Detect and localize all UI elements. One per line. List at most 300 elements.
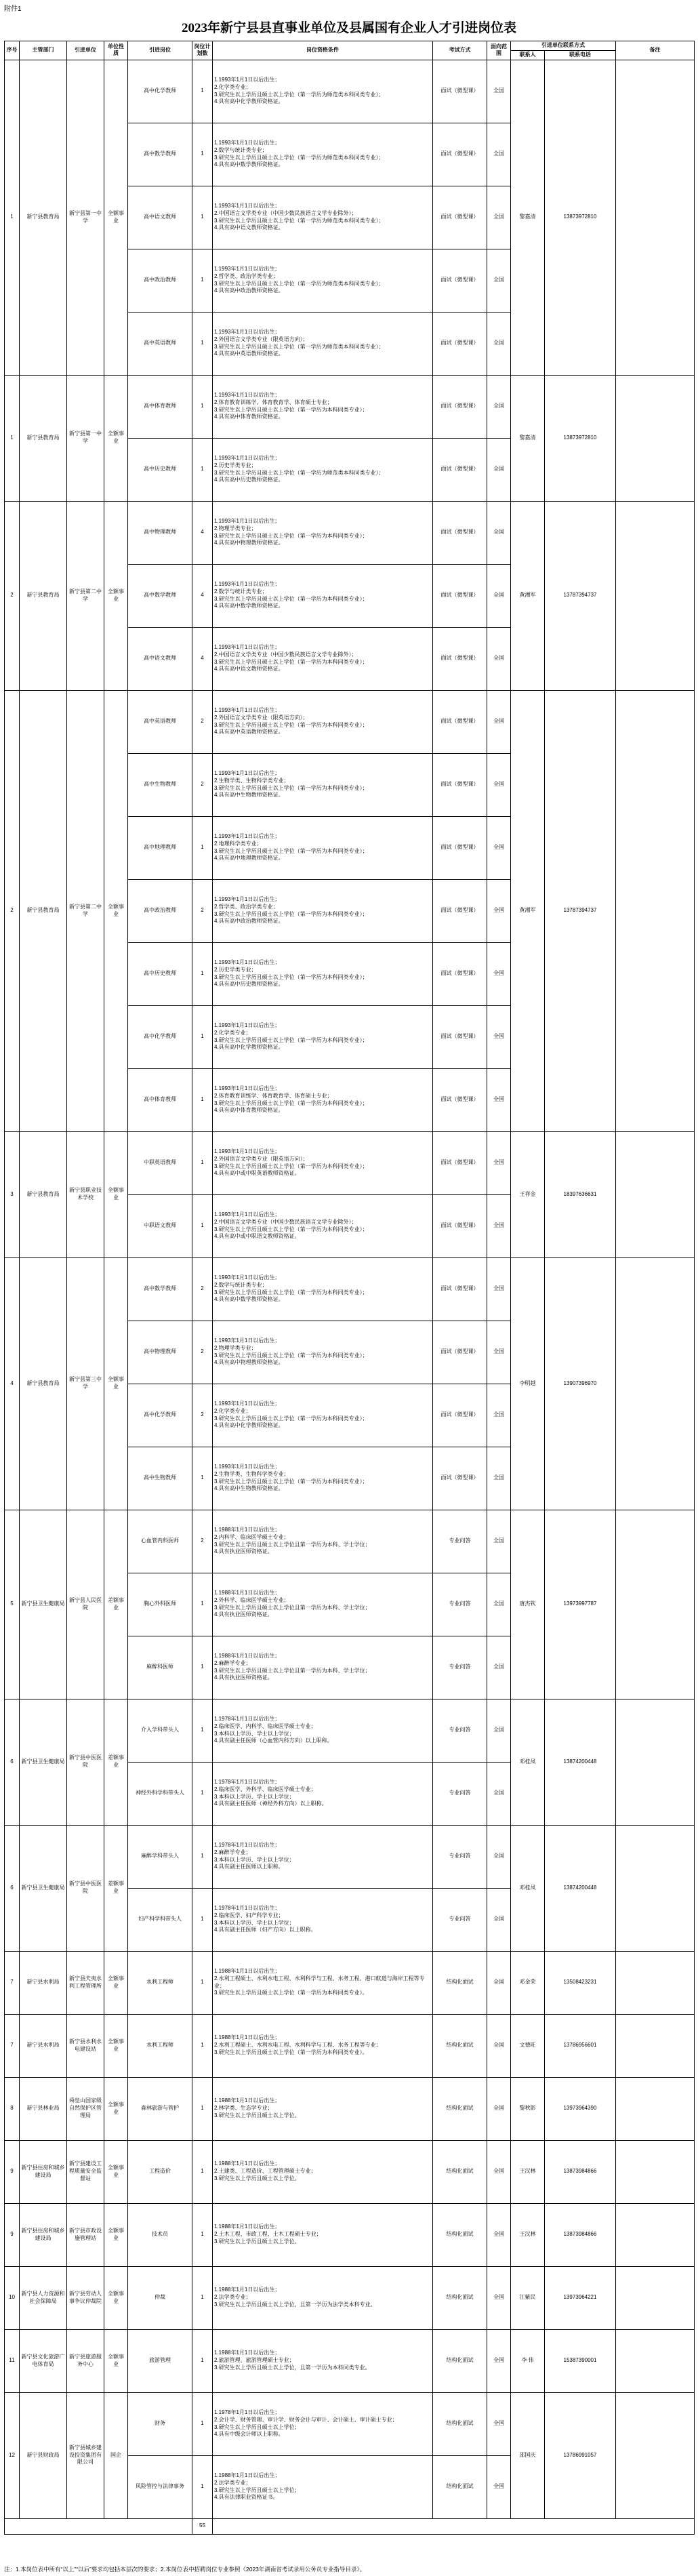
cell-scope: 全国 xyxy=(487,1888,511,1951)
cell-count: 1 xyxy=(192,2140,213,2203)
cell-method: 结构化面试 xyxy=(433,2077,487,2140)
condition-line: 4.具有高中生物教师资格证。 xyxy=(214,792,284,799)
cell-remark xyxy=(616,690,695,1131)
cell-conditions xyxy=(213,2392,433,2455)
cell-conditions xyxy=(213,123,433,186)
condition-line: 3.研究生以上学历且硕士以上学位（第一学历为师范类本科同类专业）； xyxy=(214,217,384,224)
cell-no: 8 xyxy=(5,2077,20,2140)
cell-conditions xyxy=(213,1194,433,1257)
condition-line: 3.研究生以上学历且硕士以上学位。 xyxy=(214,2112,300,2118)
cell-count: 4 xyxy=(192,501,213,564)
cell-scope: 全国 xyxy=(487,1510,511,1573)
condition-line: 4.具有副主任医师（心血管内科方向）以上职称。 xyxy=(214,1737,333,1744)
cell-count: 1 xyxy=(192,2266,213,2329)
cell-count: 2 xyxy=(192,1257,213,1321)
condition-line: 1.1993年1月1日以后出生； xyxy=(214,1022,281,1028)
cell-unit: 新宁县夫夷水利工程管理所 xyxy=(67,1951,104,2014)
cell-method: 面试（微型课） xyxy=(433,1194,487,1257)
cell-remark xyxy=(616,60,695,375)
cell-contact: 黎嘉清 xyxy=(511,60,545,375)
cell-scope: 全国 xyxy=(487,312,511,375)
cell-method: 结构化面试 xyxy=(433,2455,487,2518)
cell-phone: 13874200448 xyxy=(545,1825,616,1951)
cell-scope: 全国 xyxy=(487,753,511,816)
cell-conditions xyxy=(213,2455,433,2518)
cell-scope: 全国 xyxy=(487,942,511,1005)
cell-conditions xyxy=(213,2203,433,2266)
cell-nature: 全额事业 xyxy=(104,501,128,690)
condition-line: 4.具有执业医师资格证。 xyxy=(214,1548,273,1555)
cell-method: 结构化面试 xyxy=(433,1951,487,2014)
condition-line: 1.1988年1月1日以后出生； xyxy=(214,2350,281,2356)
cell-post: 高中英语教师 xyxy=(128,312,192,375)
cell-method: 专业问答 xyxy=(433,1888,487,1951)
condition-line: 4.具有法律职业资格证书。 xyxy=(214,2494,279,2501)
cell-count: 1 xyxy=(192,1888,213,1951)
cell-scope: 全国 xyxy=(487,564,511,627)
cell-no: 6 xyxy=(5,1699,20,1825)
condition-line: 1.1988年1月1日以后出生； xyxy=(214,2287,281,2293)
cell-conditions xyxy=(213,2014,433,2077)
cell-count: 1 xyxy=(192,60,213,123)
cell-phone: 13973997787 xyxy=(545,1510,616,1699)
condition-line: 1.1993年1月1日以后出生； xyxy=(214,455,281,461)
cell-nature: 全额事业 xyxy=(104,2140,128,2203)
cell-conditions xyxy=(213,2329,433,2392)
cell-contact: 唐杰钦 xyxy=(511,1510,545,1699)
cell-count: 1 xyxy=(192,942,213,1005)
condition-line: 1.1993年1月1日以后出生； xyxy=(214,329,281,335)
cell-contact: 邓桂凤 xyxy=(511,1825,545,1951)
condition-line: 4.具有高中体育教师资格证。 xyxy=(214,414,284,420)
cell-nature: 全额事业 xyxy=(104,2203,128,2266)
cell-no: 2 xyxy=(5,501,20,690)
cell-scope: 全国 xyxy=(487,2014,511,2077)
cell-scope: 全国 xyxy=(487,627,511,690)
cell-post: 高中英语教师 xyxy=(128,690,192,753)
cell-phone: 18397636631 xyxy=(545,1131,616,1257)
cell-method: 面试（微型课） xyxy=(433,1005,487,1068)
condition-line: 2.麻醉学专业； xyxy=(214,1659,251,1666)
cell-conditions xyxy=(213,753,433,816)
cell-phone: 13508423231 xyxy=(545,1951,616,2014)
cell-dept: 新宁县水利局 xyxy=(20,2014,67,2077)
cell-count: 1 xyxy=(192,186,213,249)
cell-post: 高中政治教师 xyxy=(128,879,192,942)
condition-line: 3.研究生以上学历且硕士以上学位（第一学历为本科同类专业）； xyxy=(214,973,368,980)
cell-no: 4 xyxy=(5,1257,20,1510)
cell-post: 水利工程师 xyxy=(128,2014,192,2077)
cell-no: 1 xyxy=(5,375,20,501)
condition-line: 3.研究生以上学历且硕士以上学位（第一学历为本科同类专业）； xyxy=(214,721,368,728)
header-method: 考试方式 xyxy=(433,41,487,60)
recruitment-table xyxy=(4,41,695,2535)
cell-nature: 全额事业 xyxy=(104,690,128,1131)
cell-conditions xyxy=(213,1951,433,2014)
cell-post: 高中地理教师 xyxy=(128,816,192,879)
cell-method: 面试（微型课） xyxy=(433,753,487,816)
cell-phone: 13907396970 xyxy=(545,1257,616,1510)
table-row xyxy=(5,2392,695,2455)
condition-line: 2.化学类专业； xyxy=(214,1029,251,1036)
condition-line: 4.具有高中体育教师资格证。 xyxy=(214,1107,284,1114)
condition-line: 3.研究生以上学历且硕士以上学位（第一学历为本科同类专业）； xyxy=(214,532,368,539)
cell-scope: 全国 xyxy=(487,1762,511,1825)
condition-line: 2.外国语言文学类专业（限英语方向）； xyxy=(214,1155,308,1162)
condition-line: 2.中国语言文学类专业（中国少数民族语言文学专业除外）； xyxy=(214,1218,357,1225)
condition-line: 2.临床医学、内科学、临床医学硕士专业； xyxy=(214,1723,316,1729)
cell-conditions xyxy=(213,2077,433,2140)
cell-unit: 新宁县中医医院 xyxy=(67,1699,104,1825)
cell-scope: 全国 xyxy=(487,60,511,123)
cell-count: 1 xyxy=(192,1447,213,1510)
cell-post: 高中化学教师 xyxy=(128,60,192,123)
cell-contact: 黎嘉清 xyxy=(511,375,545,501)
condition-line: 1.1988年1月1日以后出生； xyxy=(214,2160,281,2167)
cell-conditions xyxy=(213,1825,433,1888)
condition-line: 3.研究生以上学历且硕士以上学位，且第一学历为法学类本科专业。 xyxy=(214,2301,376,2308)
condition-line: 1.1988年1月1日以后出生； xyxy=(214,1653,281,1659)
condition-line: 2.物理学类专业； xyxy=(214,525,257,531)
cell-method: 专业问答 xyxy=(433,1699,487,1762)
condition-line: 2.外国语言文学类专业（限英语方向）； xyxy=(214,714,308,721)
cell-method: 专业问答 xyxy=(433,1636,487,1699)
cell-post: 风险管控与法律事务 xyxy=(128,2455,192,2518)
condition-line: 4.具有高中或中职英语教师资格证。 xyxy=(214,1170,300,1177)
cell-nature: 全额事业 xyxy=(104,1131,128,1257)
cell-method: 面试（微型课） xyxy=(433,249,487,312)
cell-scope: 全国 xyxy=(487,690,511,753)
cell-count: 2 xyxy=(192,753,213,816)
condition-line: 4.具有高中英语教师资格证。 xyxy=(214,350,284,357)
cell-unit: 新宁县城乡建设投资集团有限公司 xyxy=(67,2392,104,2518)
cell-conditions xyxy=(213,1068,433,1131)
cell-contact: 黎秋影 xyxy=(511,2077,545,2140)
cell-phone: 13873972810 xyxy=(545,60,616,375)
cell-post: 高中物理教师 xyxy=(128,1321,192,1384)
cell-scope: 全国 xyxy=(487,2392,511,2455)
condition-line: 3.研究生以上学历且硕士以上学位（第一学历为本科同类专业）； xyxy=(214,1352,368,1359)
cell-post: 高中化学教师 xyxy=(128,1384,192,1447)
condition-line: 1.1993年1月1日以后出生； xyxy=(214,266,281,272)
condition-line: 3.研究生以上学历且硕士以上学位（第一学历为本科同类专业）； xyxy=(214,847,368,854)
cell-unit: 新宁县旅游服务中心 xyxy=(67,2329,104,2392)
cell-method: 面试（微型课） xyxy=(433,1068,487,1131)
cell-nature: 差额事业 xyxy=(104,1699,128,1825)
cell-nature: 全额事业 xyxy=(104,375,128,501)
cell-count: 1 xyxy=(192,1951,213,2014)
cell-post: 森林旅游与管护 xyxy=(128,2077,192,2140)
table-body xyxy=(5,60,695,2534)
table-row xyxy=(5,1131,695,1194)
cell-unit: 新宁县第一中学 xyxy=(67,60,104,375)
condition-line: 1.1993年1月1日以后出生； xyxy=(214,959,281,965)
condition-line: 1.1978年1月1日以后出生； xyxy=(214,1716,281,1722)
condition-line: 3.研究生以上学历且硕士以上学位（第一学历为师范类本科同类专业）； xyxy=(214,343,384,350)
table-row xyxy=(5,375,695,438)
condition-line: 1.1993年1月1日以后出生； xyxy=(214,1274,281,1281)
cell-post: 心血管内科医师 xyxy=(128,1510,192,1573)
condition-line: 1.1978年1月1日以后出生； xyxy=(214,1905,281,1911)
cell-post: 财务 xyxy=(128,2392,192,2455)
condition-line: 4.具有高中化学教师资格证。 xyxy=(214,1044,284,1051)
cell-unit: 新宁县劳动人事争议仲裁院 xyxy=(67,2266,104,2329)
table-row xyxy=(5,501,695,564)
cell-no: 12 xyxy=(5,2392,20,2518)
cell-post: 高中数学教师 xyxy=(128,1257,192,1321)
condition-line: 2.内科学、临床医学硕士专业； xyxy=(214,1533,289,1540)
cell-scope: 全国 xyxy=(487,2203,511,2266)
header-nature: 单位性质 xyxy=(104,41,128,60)
condition-line: 3.研究生以上学历且硕士以上学位（第一学历为师范类本科同类专业）； xyxy=(214,154,384,161)
condition-line: 3.研究生以上学历且硕士以上学位； xyxy=(214,2423,300,2430)
cell-conditions xyxy=(213,1321,433,1384)
header-contact-group: 引进单位联系方式 xyxy=(511,41,616,51)
cell-count: 1 xyxy=(192,1825,213,1888)
cell-count: 1 xyxy=(192,2329,213,2392)
cell-phone: 13786956601 xyxy=(545,2014,616,2077)
cell-method: 结构化面试 xyxy=(433,2329,487,2392)
cell-method: 结构化面试 xyxy=(433,2203,487,2266)
condition-line: 1.1993年1月1日以后出生； xyxy=(214,203,281,209)
condition-line: 3.本科以上学历、学士以上学位； xyxy=(214,1793,295,1800)
cell-count: 2 xyxy=(192,879,213,942)
cell-count: 1 xyxy=(192,438,213,501)
cell-count: 1 xyxy=(192,1762,213,1825)
condition-line: 2.化学类专业； xyxy=(214,83,251,90)
condition-line: 3.研究生以上学历且硕士以上学位（第一学历为本科同类专业）； xyxy=(214,1226,368,1232)
cell-post: 胸心外科医师 xyxy=(128,1573,192,1636)
cell-scope: 全国 xyxy=(487,375,511,438)
cell-post: 中职英语教师 xyxy=(128,1131,192,1194)
cell-count: 1 xyxy=(192,375,213,438)
cell-method: 面试（微型课） xyxy=(433,627,487,690)
cell-dept: 新宁县水利局 xyxy=(20,1951,67,2014)
cell-dept: 新宁县卫生健康局 xyxy=(20,1699,67,1825)
cell-method: 面试（微型课） xyxy=(433,1321,487,1384)
cell-count: 1 xyxy=(192,1573,213,1636)
condition-line: 2.物理学类专业； xyxy=(214,1344,257,1351)
cell-contact: 王汉林 xyxy=(511,2140,545,2203)
condition-line: 1.1993年1月1日以后出生； xyxy=(214,392,281,398)
cell-post: 高中数学教师 xyxy=(128,564,192,627)
cell-count: 1 xyxy=(192,2014,213,2077)
cell-method: 面试（微型课） xyxy=(433,690,487,753)
condition-line: 4.具有高中物理教师资格证。 xyxy=(214,1359,284,1366)
cell-method: 面试（微型课） xyxy=(433,1257,487,1321)
cell-scope: 全国 xyxy=(487,1447,511,1510)
condition-line: 4.具有高中数学教师资格证。 xyxy=(214,603,284,609)
condition-line: 3.本科以上学历、学士以上学位； xyxy=(214,1730,295,1737)
condition-line: 2.中国语言文学类专业（中国少数民族语言文学专业除外）； xyxy=(214,651,357,658)
cell-post: 高中生物教师 xyxy=(128,1447,192,1510)
cell-remark xyxy=(616,2266,695,2329)
cell-post: 高中政治教师 xyxy=(128,249,192,312)
cell-post: 技术员 xyxy=(128,2203,192,2266)
cell-conditions xyxy=(213,879,433,942)
cell-phone: 13873984866 xyxy=(545,2140,616,2203)
cell-count: 1 xyxy=(192,2392,213,2455)
condition-line: 2.数学与统计类专业； xyxy=(214,146,268,153)
cell-remark xyxy=(616,2014,695,2077)
condition-line: 2.法学类专业； xyxy=(214,2479,251,2486)
condition-line: 3.研究生以上学历且硕士以上学位（第一学历为本科同类专业）； xyxy=(214,1163,368,1169)
cell-contact: 黄湘军 xyxy=(511,501,545,690)
cell-conditions xyxy=(213,564,433,627)
condition-line: 2.数学与统计类专业； xyxy=(214,1281,268,1288)
cell-post: 高中历史教师 xyxy=(128,942,192,1005)
cell-unit: 新宁县中医医院 xyxy=(67,1825,104,1951)
condition-line: 3.研究生以上学历且硕士以上学位。 xyxy=(214,2238,300,2245)
cell-remark xyxy=(616,2329,695,2392)
cell-conditions xyxy=(213,60,433,123)
cell-count: 1 xyxy=(192,1194,213,1257)
cell-contact: 江紫民 xyxy=(511,2266,545,2329)
condition-line: 1.1978年1月1日以后出生； xyxy=(214,1842,281,1848)
total-blank xyxy=(213,2518,695,2534)
cell-count: 1 xyxy=(192,249,213,312)
cell-scope: 全国 xyxy=(487,1951,511,2014)
table-row xyxy=(5,1510,695,1573)
condition-line: 3.研究生以上学历且硕士以上学位（第一学历为本科同类专业）； xyxy=(214,595,368,602)
cell-contact: 王祥金 xyxy=(511,1131,545,1257)
cell-conditions xyxy=(213,2266,433,2329)
condition-line: 2.外科学、临床医学硕士专业； xyxy=(214,1596,289,1603)
cell-method: 专业问答 xyxy=(433,1573,487,1636)
cell-conditions xyxy=(213,942,433,1005)
cell-post: 高中数学教师 xyxy=(128,123,192,186)
condition-line: 3.研究生以上学历且硕士以上学位（第一学历为师范类本科同类专业）； xyxy=(214,91,384,98)
condition-line: 4.具有高中语文教师资格证。 xyxy=(214,666,284,672)
condition-line: 1.1993年1月1日以后出生； xyxy=(214,1148,281,1154)
cell-post: 中职语文教师 xyxy=(128,1194,192,1257)
cell-contact: 邵国庆 xyxy=(511,2392,545,2518)
cell-conditions xyxy=(213,1510,433,1573)
cell-conditions xyxy=(213,1573,433,1636)
cell-scope: 全国 xyxy=(487,1257,511,1321)
cell-count: 1 xyxy=(192,1131,213,1194)
cell-no: 2 xyxy=(5,690,20,1131)
cell-post: 高中历史教师 xyxy=(128,438,192,501)
cell-method: 结构化面试 xyxy=(433,2014,487,2077)
cell-dept: 新宁县教育局 xyxy=(20,690,67,1131)
cell-conditions xyxy=(213,1005,433,1068)
total-row xyxy=(5,2518,695,2534)
cell-count: 2 xyxy=(192,1510,213,1573)
cell-unit: 新宁县人民医院 xyxy=(67,1510,104,1699)
cell-scope: 全国 xyxy=(487,186,511,249)
cell-scope: 全国 xyxy=(487,1194,511,1257)
total-blank xyxy=(5,2518,192,2534)
cell-dept: 新宁县人力资源和社会保障局 xyxy=(20,2266,67,2329)
condition-line: 1.1993年1月1日以后出生； xyxy=(214,581,281,587)
cell-dept: 新宁县卫生健康局 xyxy=(20,1825,67,1951)
condition-line: 3.本科以上学历、学士以上学位； xyxy=(214,1856,295,1863)
cell-conditions xyxy=(213,2140,433,2203)
cell-nature: 全额事业 xyxy=(104,2014,128,2077)
condition-line: 2.麻醉学专业； xyxy=(214,1849,251,1855)
cell-no: 9 xyxy=(5,2140,20,2203)
cell-unit: 新宁县第三中学 xyxy=(67,1257,104,1510)
cell-count: 2 xyxy=(192,1384,213,1447)
cell-dept: 新宁县财政局 xyxy=(20,2392,67,2518)
header-dept: 主管部门 xyxy=(20,41,67,60)
cell-scope: 全国 xyxy=(487,2455,511,2518)
table-row xyxy=(5,1257,695,1321)
cell-dept: 新宁县林业局 xyxy=(20,2077,67,2140)
condition-line: 2.水利工程硕士、水利水电工程、水利科学与工程、水务工程、港口航道与海岸工程等专业； xyxy=(214,1975,425,1989)
cell-count: 1 xyxy=(192,2203,213,2266)
cell-phone: 13874200448 xyxy=(545,1699,616,1825)
condition-line: 2.生物学类、生物科学类专业； xyxy=(214,1470,289,1477)
condition-line: 2.法学类专业； xyxy=(214,2294,251,2301)
cell-contact: 李 伟 xyxy=(511,2329,545,2392)
condition-line: 3.研究生以上学历且硕士以上学位（第一学历为本科同类专业）； xyxy=(214,1100,368,1106)
cell-count: 1 xyxy=(192,1699,213,1762)
cell-conditions xyxy=(213,249,433,312)
cell-conditions xyxy=(213,1257,433,1321)
cell-scope: 全国 xyxy=(487,879,511,942)
cell-method: 面试（微型课） xyxy=(433,501,487,564)
condition-line: 1.1988年1月1日以后出生； xyxy=(214,1590,281,1596)
cell-count: 4 xyxy=(192,627,213,690)
condition-line: 1.1993年1月1日以后出生； xyxy=(214,1337,281,1344)
cell-phone: 13787394737 xyxy=(545,501,616,690)
cell-count: 2 xyxy=(192,1321,213,1384)
condition-line: 2.外国语言文学类专业（限英语方向）； xyxy=(214,336,308,342)
cell-scope: 全国 xyxy=(487,2266,511,2329)
cell-scope: 全国 xyxy=(487,2329,511,2392)
cell-nature: 全额事业 xyxy=(104,2077,128,2140)
table-row xyxy=(5,690,695,753)
cell-post: 高中化学教师 xyxy=(128,1005,192,1068)
cell-method: 面试（微型课） xyxy=(433,312,487,375)
condition-line: 4.具有高中地理教师资格证。 xyxy=(214,855,284,862)
condition-line: 2.哲学类、政治学类专业； xyxy=(214,903,279,910)
cell-post: 麻醉学科带头人 xyxy=(128,1825,192,1888)
cell-unit: 新宁县水利水电建设站 xyxy=(67,2014,104,2077)
condition-line: 2.历史学类专业； xyxy=(214,462,257,468)
condition-line: 2.水利工程硕士、水利水电工程、水利科学与工程、水务工程等专业； xyxy=(214,2042,382,2049)
cell-nature: 全额事业 xyxy=(104,2266,128,2329)
cell-scope: 全国 xyxy=(487,1068,511,1131)
cell-method: 面试（微型课） xyxy=(433,375,487,438)
cell-contact: 王汉林 xyxy=(511,2203,545,2266)
condition-line: 1.1993年1月1日以后出生； xyxy=(214,518,281,524)
cell-dept: 新宁县教育局 xyxy=(20,60,67,375)
table-row xyxy=(5,2014,695,2077)
table-row xyxy=(5,2140,695,2203)
header-remark: 备注 xyxy=(616,41,695,60)
cell-unit: 新宁县第二中学 xyxy=(67,690,104,1131)
cell-remark xyxy=(616,2077,695,2140)
cell-post: 水利工程师 xyxy=(128,1951,192,2014)
cell-dept: 新宁县住房和城乡建设局 xyxy=(20,2140,67,2203)
condition-line: 2.会计学、财务管理、审计学、财务会计与审计、会计硕士、审计硕士专业； xyxy=(214,2416,398,2423)
condition-line: 2.土建类、工程造价、工程管理硕士专业； xyxy=(214,2168,316,2175)
cell-phone: 13873984866 xyxy=(545,2203,616,2266)
footnotes: 注：1.本岗位表中所有“以上”“以后”要求均包括本层次的要求；2.本岗位表中招聘岗位专业参照《2023年湖南省考试录用公务员专业指导目录》。 xyxy=(4,2566,366,2573)
cell-post: 高中生物教师 xyxy=(128,753,192,816)
cell-count: 1 xyxy=(192,2077,213,2140)
cell-contact: 邓金荣 xyxy=(511,1951,545,2014)
condition-line: 2.临床医学、外科学、临床医学硕士专业； xyxy=(214,1786,316,1792)
condition-line: 4.具有高中化学教师资格证。 xyxy=(214,98,284,105)
condition-line: 2.数学与统计类专业； xyxy=(214,588,268,595)
condition-line: 4.具有高中数学教师资格证。 xyxy=(214,161,284,168)
cell-conditions xyxy=(213,1888,433,1951)
table-row xyxy=(5,1825,695,1888)
